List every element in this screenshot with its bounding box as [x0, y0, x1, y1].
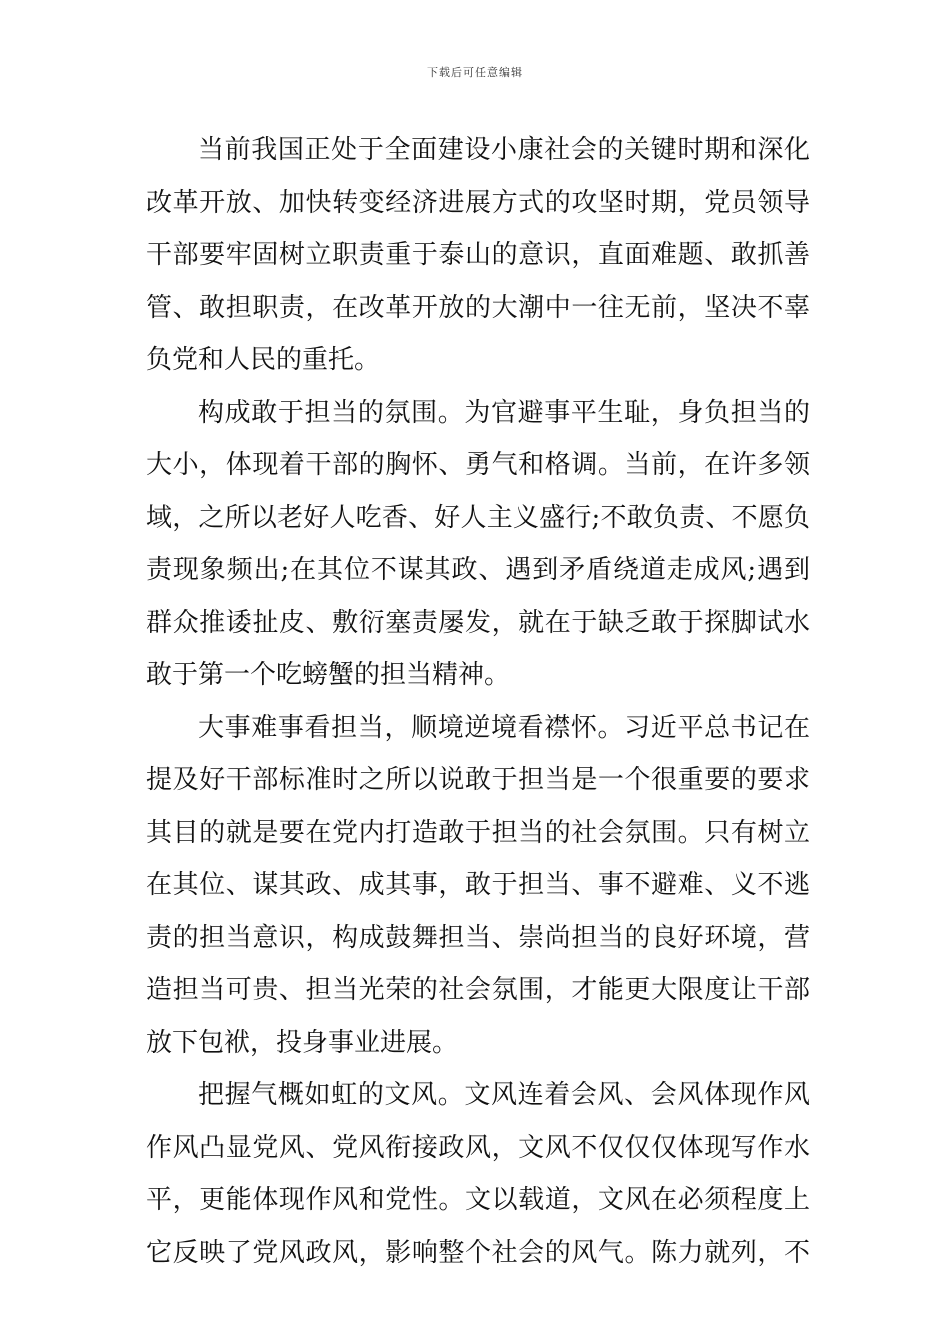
paragraph-line: 提及好干部标准时之所以说敢于担当是一个很重要的要求 — [146, 765, 810, 795]
paragraph-line: 管、敢担职责，在改革开放的大潮中一往无前，坚决不辜 — [146, 292, 810, 323]
paragraph-line: 大事难事看担当，顺境逆境看襟怀。习近平总书记在 — [198, 712, 810, 743]
page-header: 下载后可任意编辑 — [427, 66, 523, 79]
paragraph-line: 责现象频出;在其位不谋其政、遇到矛盾绕道走成风;遇到 — [146, 555, 810, 585]
paragraph-line: 干部要牢固树立职责重于泰山的意识，直面难题、敢抓善 — [146, 240, 810, 270]
paragraph-line: 域，之所以老好人吃香、好人主义盛行;不敢负责、不愿负 — [146, 502, 810, 533]
paragraph-line: 其目的就是要在党内打造敢于担当的社会氛围。只有树立 — [146, 817, 810, 848]
paragraph-line: 把握气概如虹的文风。文风连着会风、会风体现作风 — [198, 1080, 810, 1110]
paragraph-line: 责的担当意识，构成鼓舞担当、崇尚担当的良好环境，营 — [146, 922, 810, 953]
paragraph-3 — [146, 702, 810, 1070]
paragraph-line: 大小，体现着干部的胸怀、勇气和格调。当前，在许多领 — [146, 450, 810, 480]
paragraph-line: 敢于第一个吃螃蟹的担当精神。 — [146, 660, 511, 690]
paragraph-line: 它反映了党风政风，影响整个社会的风气。陈力就列，不 — [146, 1237, 810, 1268]
paragraph-line: 在其位、谋其政、成其事，敢于担当、事不避难、义不逃 — [146, 870, 810, 900]
paragraph-line: 当前我国正处于全面建设小康社会的关键时期和深化 — [198, 135, 810, 165]
paragraph-line: 造担当可贵、担当光荣的社会氛围，才能更大限度让干部 — [146, 975, 810, 1005]
paragraph-1 — [146, 124, 810, 387]
paragraph-line: 构成敢于担当的氛围。为官避事平生耻，身负担当的 — [198, 397, 810, 428]
paragraph-line: 负党和人民的重托。 — [146, 345, 381, 375]
paragraph-4 — [146, 1069, 810, 1279]
document-body — [146, 124, 810, 1279]
paragraph-line: 群众推诿扯皮、敷衍塞责屡发，就在于缺乏敢于探脚试水 — [146, 607, 810, 638]
paragraph-line: 平，更能体现作风和党性。文以载道，文风在必须程度上 — [146, 1185, 810, 1215]
paragraph-line: 作风凸显党风、党风衔接政风，文风不仅仅仅体现写作水 — [146, 1132, 810, 1163]
paragraph-2 — [146, 387, 810, 702]
paragraph-line: 放下包袱，投身事业进展。 — [146, 1027, 459, 1058]
paragraph-line: 改革开放、加快转变经济进展方式的攻坚时期，党员领导 — [146, 187, 810, 218]
